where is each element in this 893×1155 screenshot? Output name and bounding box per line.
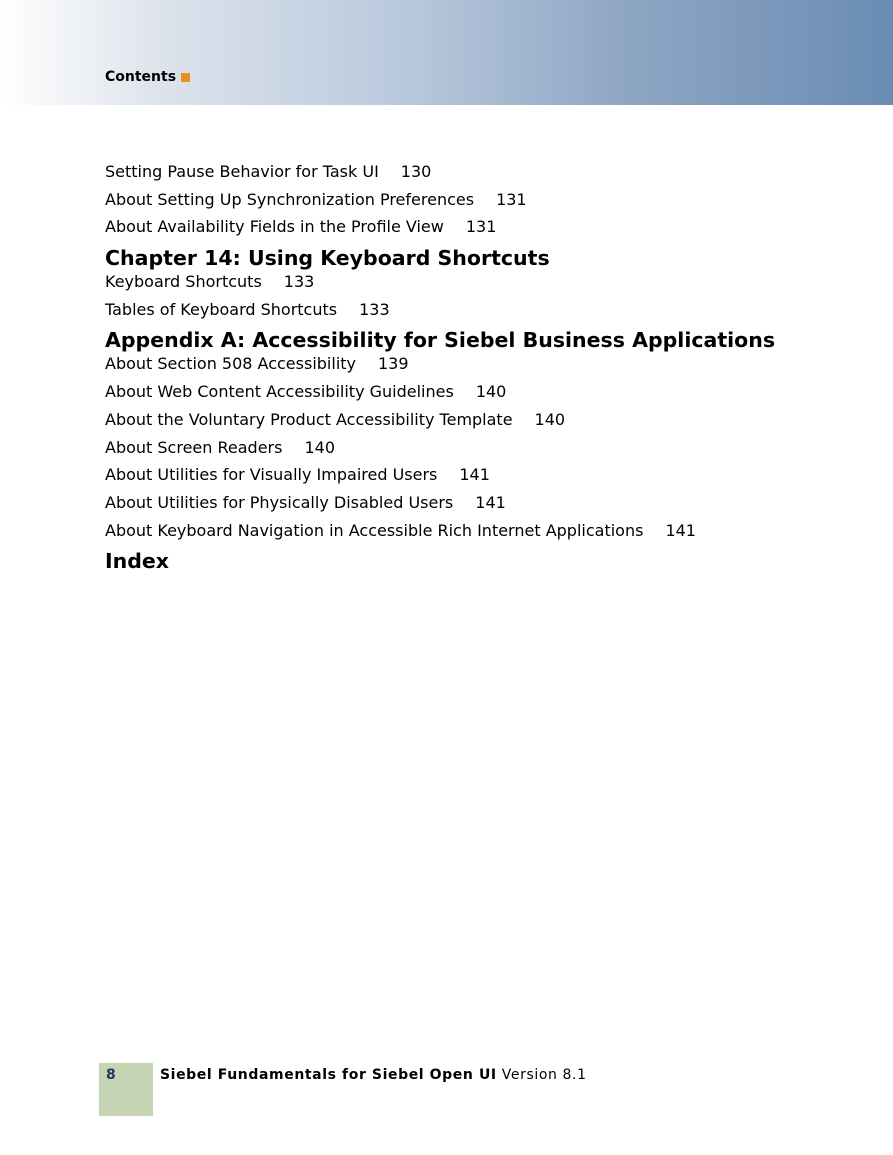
footer-page-box	[99, 1063, 153, 1116]
toc-entry-page: 140	[304, 437, 335, 457]
index-heading[interactable]: Index	[105, 549, 170, 574]
toc-entry-page: 141	[665, 520, 696, 540]
appendix-heading[interactable]: Appendix A: Accessibility for Siebel Business Applications	[105, 328, 776, 353]
toc-entry[interactable]	[105, 162, 865, 182]
toc-entry-page: 130	[400, 162, 432, 181]
toc-entry[interactable]	[105, 217, 865, 237]
toc-entry-title: Tables of Keyboard Shortcuts	[105, 299, 338, 319]
toc-group-appendix-a	[105, 327, 865, 540]
running-header	[105, 69, 190, 85]
toc-entry-page: 140	[534, 409, 566, 429]
footer-page-number: 8	[106, 1067, 116, 1083]
toc-entry-title: About Web Content Accessibility Guidelines	[105, 382, 454, 402]
toc-entry[interactable]	[105, 354, 865, 374]
footer-title	[160, 1067, 587, 1083]
toc-entry-page: 133	[359, 299, 390, 319]
toc-entry[interactable]	[105, 300, 865, 320]
toc-entry[interactable]	[105, 493, 865, 513]
footer-version: Version 8.1	[501, 1067, 587, 1083]
toc-entry-page: 133	[283, 272, 315, 292]
toc-entry-title: About Section 508 Accessibility	[105, 354, 356, 374]
toc-entry-page: 141	[459, 465, 490, 485]
toc-entry[interactable]	[105, 272, 865, 292]
toc-entry[interactable]	[105, 438, 865, 458]
footer-book-title: Siebel Fundamentals for Siebel Open UI	[160, 1067, 497, 1083]
header-band	[0, 0, 893, 105]
toc-entry-title: About Availability Fields in the Profile View	[105, 217, 444, 237]
toc-entry-title: About Screen Readers	[105, 437, 283, 457]
toc-entry-title: Keyboard Shortcuts	[105, 272, 262, 292]
toc-entry[interactable]	[105, 521, 865, 541]
chapter-heading[interactable]: Chapter 14: Using Keyboard Shortcuts	[105, 246, 550, 271]
toc-entry-page: 131	[465, 217, 497, 237]
toc-entry[interactable]	[105, 465, 865, 485]
toc-entry-title: About Keyboard Navigation in Accessible Rich Internet Applications	[105, 520, 644, 540]
toc-entry-title: About Utilities for Physically Disabled Users	[105, 492, 454, 512]
toc-entry-title: About the Voluntary Product Accessibility Template	[105, 409, 513, 429]
toc-entry-page: 139	[378, 354, 409, 374]
header-label: Contents	[105, 69, 177, 85]
toc-group-chapter13-tail	[105, 162, 865, 237]
toc-entry-page: 140	[475, 382, 507, 402]
toc-entry-title: About Setting Up Synchronization Preferences	[105, 189, 475, 209]
toc-entry-title: About Utilities for Visually Impaired Users	[105, 465, 438, 485]
toc-group-chapter14	[105, 245, 865, 320]
toc-entry[interactable]	[105, 190, 865, 210]
toc-entry[interactable]	[105, 382, 865, 402]
toc-entry-page: 131	[496, 189, 527, 209]
toc-entry-title: Setting Pause Behavior for Task UI	[105, 162, 379, 181]
toc-entry[interactable]	[105, 410, 865, 430]
toc-entry-page: 141	[475, 492, 506, 512]
table-of-contents	[105, 162, 865, 574]
header-square-icon	[181, 73, 190, 82]
